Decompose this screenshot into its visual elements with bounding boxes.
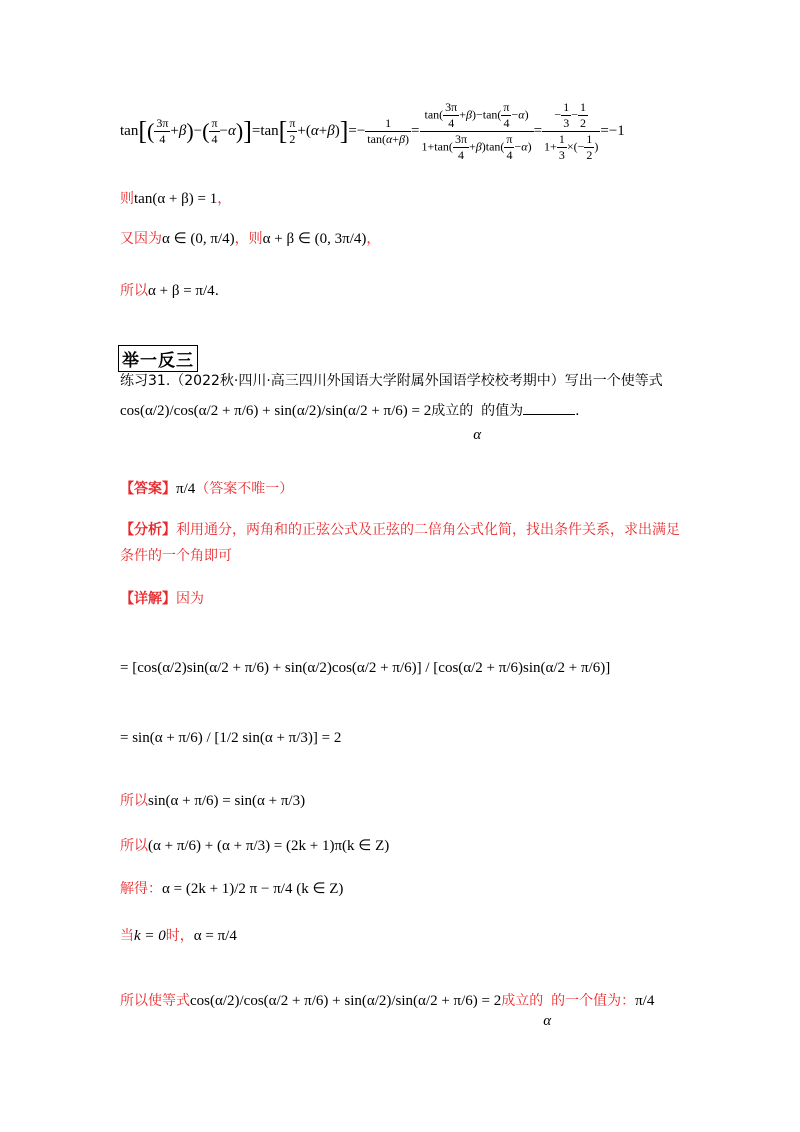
- detail-solve-formula: α = (2k + 1)/2 π − π/4 (k ∈ Z): [162, 881, 344, 897]
- detail-when-mid: 时，: [165, 928, 194, 944]
- detail-final-mid: 成立的: [501, 993, 544, 1009]
- answer-blank: [523, 402, 575, 415]
- detail-so2-formula: (α + π/6) + (α + π/3) = (2k + 1)π(k ∈ Z): [148, 838, 390, 854]
- detail-step-1: = [cos(α/2)sin(α/2 + π/6) + sin(α/2)cos(α/2 + π/6)] / [cos(α/2 + π/6)sin(α/2 + π/6)]: [120, 660, 611, 676]
- because-formula-2: α + β ∈ (0, 3π/4): [262, 231, 367, 247]
- answer-tag: 【答案】: [120, 481, 176, 497]
- exercise-alpha: α: [473, 427, 482, 443]
- analysis-tag: 【分析】: [120, 522, 176, 538]
- answer-line: [120, 478, 293, 498]
- detail-so1-formula: sin(α + π/6) = sin(α + π/3): [148, 793, 306, 809]
- detail-so2-prefix: 所以: [120, 838, 148, 854]
- exercise-tail-1: 成立的: [431, 403, 474, 419]
- detail-final-value: π/4: [635, 993, 655, 1009]
- then-formula: tan(α + β) = 1: [134, 191, 218, 207]
- then-prefix: 则: [120, 191, 134, 207]
- answer-note: （答案不唯一）: [195, 481, 294, 497]
- detail-tag: 【详解】: [120, 591, 176, 607]
- detail-final-tail: 的一个值为：: [551, 993, 636, 1009]
- detail-solve-line: [120, 878, 343, 898]
- because-suffix: ，: [366, 231, 381, 247]
- exercise-tail-2: 的值为: [481, 403, 524, 419]
- detail-final-line: [120, 990, 655, 1029]
- answer-value: π/4: [176, 481, 196, 497]
- exercise-tail-3: .: [575, 403, 580, 419]
- detail-when-k: k = 0: [134, 928, 166, 944]
- analysis-text: 利用通分，两角和的正弦公式及正弦的二倍角公式化简，找出条件关系，求出满足条件的一个角即可: [120, 522, 680, 564]
- because-formula-1: α ∈ (0, π/4): [162, 231, 235, 247]
- detail-when-line: [120, 925, 237, 945]
- exercise-header: [120, 370, 663, 390]
- so-suffix: .: [214, 283, 220, 299]
- detail-so1-prefix: 所以: [120, 793, 148, 809]
- so-formula: α + β = π/4: [148, 283, 215, 299]
- analysis-block: [120, 517, 680, 569]
- detail-final-prefix: 所以使等式: [120, 993, 190, 1009]
- detail-final-alpha: α: [543, 1013, 552, 1029]
- section-heading: 举一反三: [118, 345, 198, 372]
- detail-solve-prefix: 解得：: [120, 881, 162, 897]
- exercise-equation-line: [120, 400, 580, 443]
- because-line: [120, 228, 380, 248]
- exercise-equation: cos(α/2)/cos(α/2 + π/6) + sin(α/2)/sin(α/2 + π/6) = 2: [120, 403, 432, 419]
- then-line: [120, 188, 231, 208]
- detail-when-prefix: 当: [120, 928, 134, 944]
- detail-so2-line: [120, 835, 389, 855]
- detail-when-formula: α = π/4: [193, 928, 237, 944]
- because-mid: ，则: [234, 231, 263, 247]
- then-suffix: ，: [217, 191, 232, 207]
- derivation-formula: tan[( $\frac{3\pi}{4}$ +β)−( $\frac{\pi}{4}$ −α)]=tan[ $\frac{\pi}{2}$ +(α+β)]=− $\frac{1}{\tan(\alpha+\beta)}$ = tan( $\frac{3\pi}{4}$ +β)−tan( $\frac{\pi}{4}$ −α) 1+tan( $\frac{3\pi}{4}$ +β)tan( $\frac{\pi}{4}$ −α) = − $\frac{1}{3}$ − $\frac{1}{2}$ 1+ $\frac{1}{3}$ ×(− $\frac{1}{2}$ ) =−1: [120, 100, 625, 162]
- exercise-source: （2022秋·四川·高三四川外国语大学附属外国语学校校考期中）写出一个使等式: [170, 373, 663, 389]
- so-line: [120, 280, 219, 300]
- detail-so1-line: [120, 790, 305, 810]
- so-prefix: 所以: [120, 283, 148, 299]
- detail-step-2: = sin(α + π/6) / [1/2 sin(α + π/3)] = 2: [120, 730, 342, 746]
- because-prefix: 又因为: [120, 231, 162, 247]
- detail-intro-line: [120, 588, 204, 608]
- detail-final-equation: cos(α/2)/cos(α/2 + π/6) + sin(α/2)/sin(α/2 + π/6) = 2: [190, 993, 502, 1009]
- exercise-label: 练习31.: [120, 373, 171, 389]
- detail-intro: 因为: [176, 591, 204, 607]
